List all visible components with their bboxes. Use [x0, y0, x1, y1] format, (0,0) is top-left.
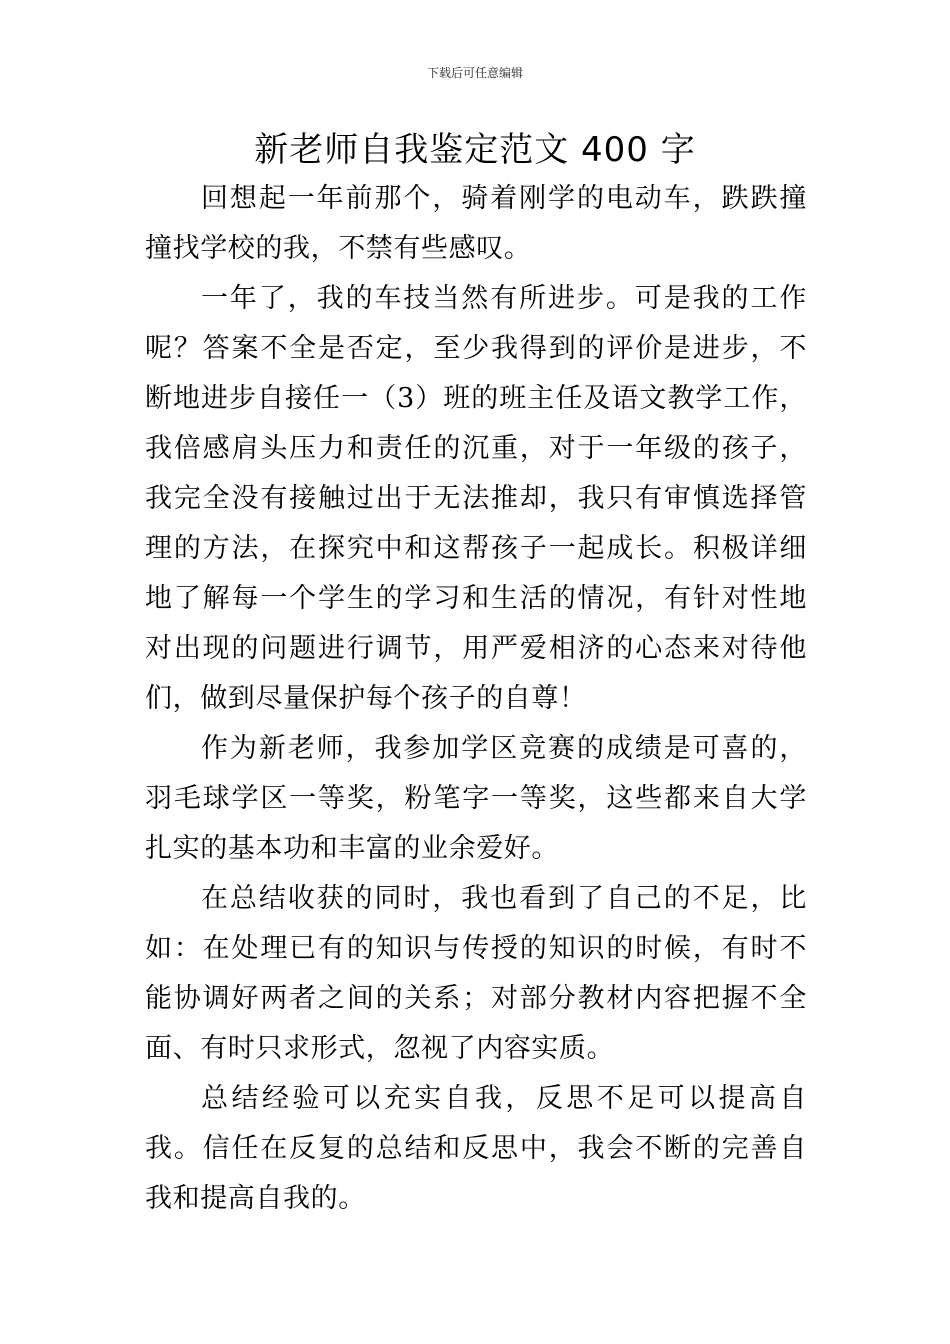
- paragraph-5: 总结经验可以充实自我，反思不足可以提高自我。信任在反复的总结和反思中，我会不断的完善自我和提高自我的。: [145, 1083, 807, 1214]
- document-body: [145, 174, 807, 1224]
- document-title: 新老师自我鉴定范文 400 字: [254, 130, 696, 170]
- header-note: 下载后可任意编辑: [426, 66, 523, 80]
- paragraph-3: 作为新老师，我参加学区竞赛的成绩是可喜的，羽毛球学区一等奖，粉笔字一等奖，这些都来自大学扎实的基本功和丰富的业余爱好。: [145, 733, 807, 864]
- paragraph-2: 一年了，我的车技当然有所进步。可是我的工作呢？答案不全是否定，至少我得到的评价是进步，不断地进步自接任一（3）班的班主任及语文教学工作，我倍感肩头压力和责任的沉重，对于一年级的孩子，我完全没有接触过出于无法推却，我只有审慎选择管理的方法，在探究中和这帮孩子一起成长。积极详细地了解每一个学生的学习和生活的情况，有针对性地对出现的问题进行调节，用严爱相济的心态来对待他们，做到尽量保护每个孩子的自尊！: [145, 283, 807, 714]
- paragraph-1: 回想起一年前那个，骑着刚学的电动车，跌跌撞撞找学校的我，不禁有些感叹。: [145, 183, 807, 264]
- paragraph-4: 在总结收获的同时，我也看到了自己的不足，比如：在处理已有的知识与传授的知识的时候，有时不能协调好两者之间的关系；对部分教材内容把握不全面、有时只求形式，忽视了内容实质。: [145, 883, 807, 1064]
